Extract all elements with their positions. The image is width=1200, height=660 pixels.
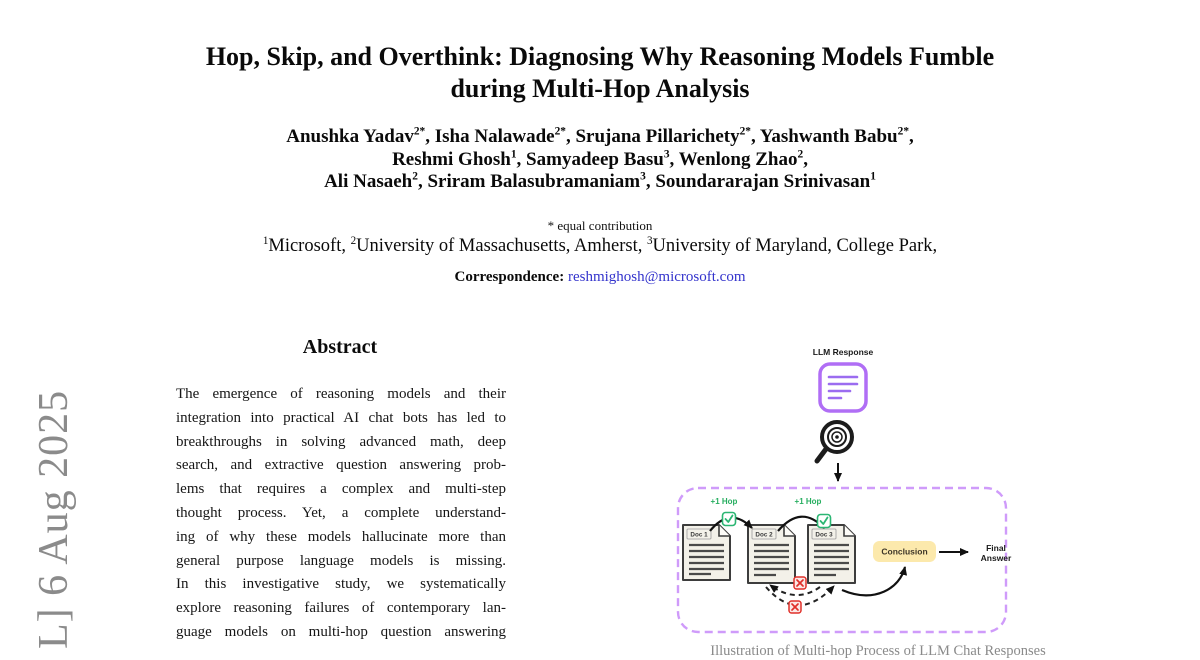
llm-response-icon xyxy=(820,364,866,411)
abstract-line: explore reasoning failures of contemporary lan- xyxy=(176,600,506,617)
conclusion-box xyxy=(873,541,936,562)
abstract-line: search, and extractive question answering prob- xyxy=(176,457,506,474)
author-line-1: Anushka Yadav$^{2*}$, Isha Nalawade$^{2*}$, Srujana Pillarichety$^{2*}$, Yashwanth Babu$^{2*}$, xyxy=(286,125,914,147)
conclusion-label: Conclusion xyxy=(881,546,928,557)
checkmark-icon-2 xyxy=(818,515,831,528)
abstract-line: guage models on multi-hop question answering xyxy=(176,623,506,640)
hop-label-2: +1 Hop xyxy=(794,497,822,506)
abstract-heading: Abstract xyxy=(302,336,378,358)
checkmark-icon-1 xyxy=(723,513,736,526)
equal-contribution-note: * equal contribution xyxy=(547,218,653,233)
figure-1 xyxy=(660,340,1060,648)
cross-icon-2 xyxy=(789,601,801,613)
figure-1-diagram xyxy=(660,340,1060,648)
author-line-3: Ali Nasaeh$^2$, Sriram Balasubramaniam$^3$, Soundararajan Srinivasan$^1$ xyxy=(324,170,876,192)
author-line-2: Reshmi Ghosh$^1$, Samyadeep Basu$^3$, Wenlong Zhao$^2$, xyxy=(392,148,808,170)
correspondence-label: Correspondence: xyxy=(454,269,568,285)
abstract-line: ing of why these models hallucinate more than xyxy=(176,528,506,545)
abstract-line: general purpose language models is missing. xyxy=(176,552,506,569)
author-block xyxy=(0,126,1200,194)
abstract-line: lems that requires a complex and multi-step xyxy=(176,481,506,498)
doc-1-icon xyxy=(683,525,730,580)
doc-3-label: Doc 3 xyxy=(815,531,833,539)
paper-title-line1: Hop, Skip, and Overthink: Diagnosing Why Reasoning Models Fumble xyxy=(205,42,995,71)
svg-text:Final: Final xyxy=(986,543,1006,553)
hop-label-1: +1 Hop xyxy=(710,497,738,506)
svg-text:Answer: Answer xyxy=(980,553,1012,563)
doc-2-label: Doc 2 xyxy=(755,531,773,539)
affiliations: $^1$Microsoft, $^2$University of Massachusetts, Amherst, $^3$University of Maryland, College Park, xyxy=(262,234,938,256)
abstract-line: The emergence of reasoning models and their xyxy=(176,386,506,402)
llm-response-label: LLM Response xyxy=(812,347,874,357)
abstract-line: In this investigative study, we systematically xyxy=(176,576,506,593)
arxiv-date-stamp: L] 6 Aug 2025 xyxy=(31,389,77,649)
cross-icon-1 xyxy=(794,577,806,589)
final-answer-label xyxy=(981,543,1012,563)
doc-2-icon xyxy=(748,525,795,583)
magnifier-icon xyxy=(817,422,852,461)
abstract-body xyxy=(176,383,506,645)
doc-1-label: Doc 1 xyxy=(690,531,708,539)
doc-3-icon xyxy=(808,525,855,583)
paper-title-line2: during Multi-Hop Analysis xyxy=(450,74,750,103)
abstract-line: breakthroughs in solving advanced math, deep xyxy=(176,433,506,450)
paper-title xyxy=(0,41,1200,105)
figure-1-caption: Illustration of Multi-hop Process of LLM Chat Responses xyxy=(710,643,1046,659)
abstract-line: thought process. Yet, a complete understand- xyxy=(176,504,506,521)
correspondence-email[interactable]: reshmighosh@microsoft.com xyxy=(567,269,746,285)
correspondence-line xyxy=(0,269,1200,286)
abstract-line: integration into practical AI chat bots has led to xyxy=(176,409,506,426)
